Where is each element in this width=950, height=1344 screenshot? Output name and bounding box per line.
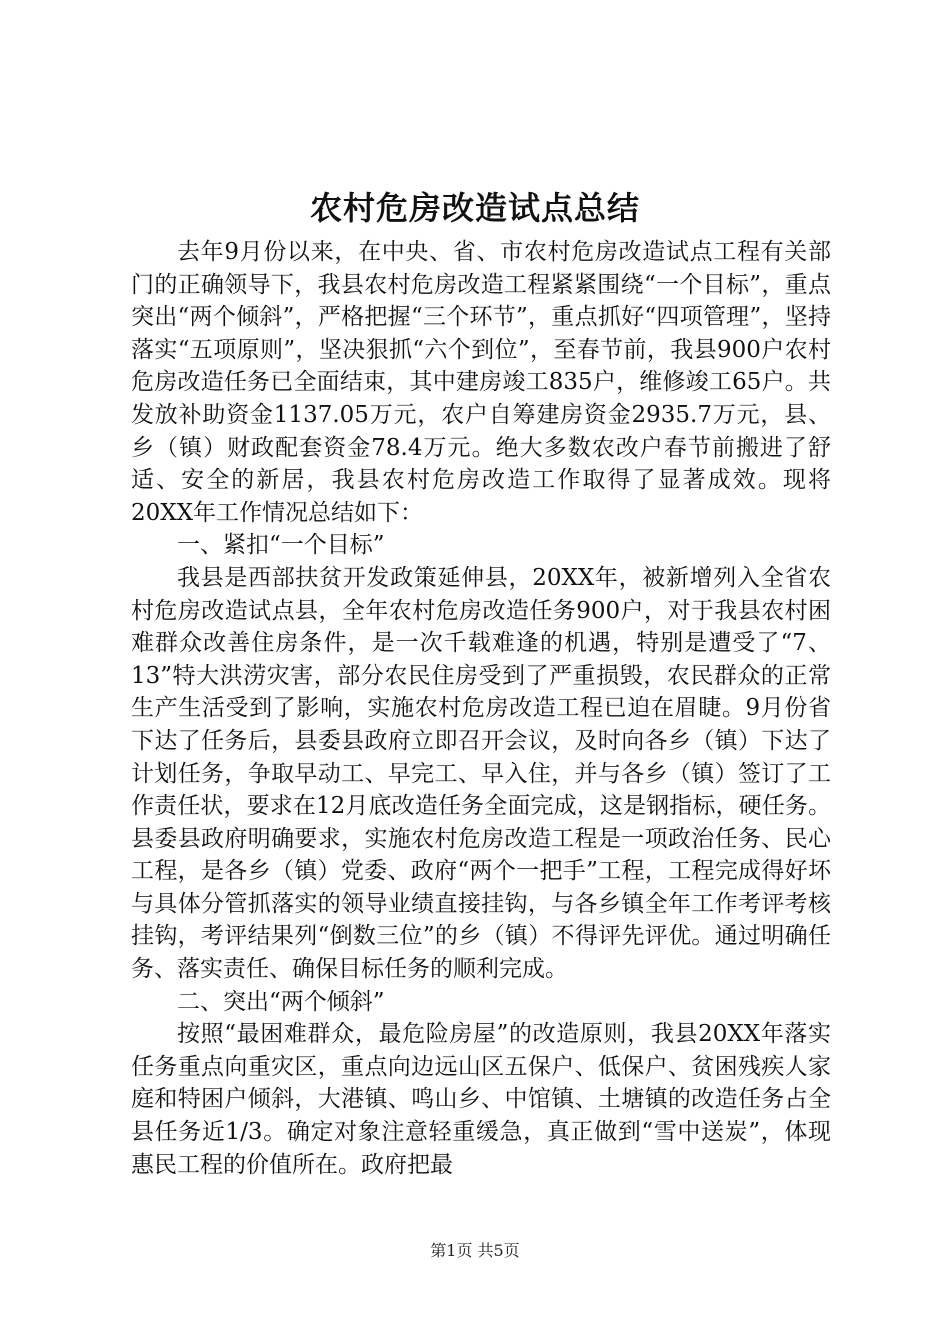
section-heading-1: 一、紧扣“一个目标”: [177, 532, 385, 559]
page-footer: 第1页 共5页: [430, 1241, 520, 1260]
intro-paragraph: 去年9月份以来，在中央、省、市农村危房改造试点工程有关部门的正确领导下，我县农村危房改造工程紧紧围绕“一个目标”，重点突出“两个倾斜”，严格把握“三个环节”，重点抓好“四项管理”，坚持落实“五项原则”，坚决狠抓“六个到位”，至春节前，我县900户农村危房改造任务已全面结束，其中建房竣工835户，维修竣工65户。共发放补助资金1137.05万元，农户自筹建房资金2935.7万元，县、乡（镇）财政配套资金78.4万元。绝大多数农改户春节前搬进了舒适、安全的新居，我县农村危房改造工作取得了显著成效。现将20XX年工作情况总结如下：: [131, 239, 831, 526]
section-1-paragraph: 我县是西部扶贫开发政策延伸县，20XX年，被新增列入全省农村危房改造试点县，全年农村危房改造任务900户，对于我县农村困难群众改善住房条件，是一次千载难逢的机遇，特别是遭受了“7、13”特大洪涝灾害，部分农民住房受到了严重损毁，农民群众的正常生产生活受到了影响，实施农村危房改造工程已迫在眉睫。9月份省下达了任务后，县委县政府立即召开会议，及时向各乡（镇）下达了计划任务，争取早动工、早完工、早入住，并与各乡（镇）签订了工作责任状，要求在12月底改造任务全面完成，这是钢指标，硬任务。县委县政府明确要求，实施农村危房改造工程是一项政治任务、民心工程，是各乡（镇）党委、政府“两个一把手”工程，工程完成得好坏与具体分管抓落实的领导业绩直接挂钩，与各乡镇全年工作考评考核挂钩，考评结果列“倒数三位”的乡（镇）不得评先评优。通过明确任务、落实责任、确保目标任务的顺利完成。: [131, 564, 831, 983]
document-title: 农村危房改造试点总结: [309, 189, 640, 227]
section-heading-2: 二、突出“两个倾斜”: [177, 988, 385, 1015]
section-2-paragraph: 按照“最困难群众，最危险房屋”的改造原则，我县20XX年落实任务重点向重灾区，重点向边远山区五保户、低保户、贫困残疾人家庭和特困户倾斜，大港镇、鸣山乡、中馆镇、土塘镇的改造任务占全县任务近1/3。确定对象注意轻重缓急，真正做到“雪中送炭”，体现惠民工程的价值所在。政府把最: [131, 1021, 831, 1178]
document-body: [131, 236, 831, 1181]
